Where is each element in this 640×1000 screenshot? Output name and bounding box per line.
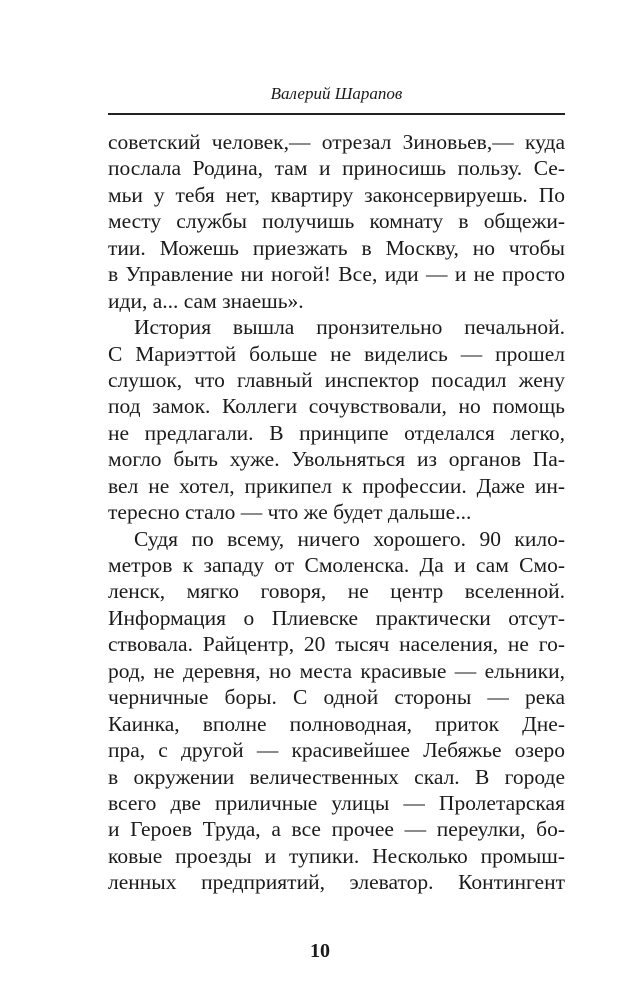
- text-line: род, не деревня, но места красивые — ельники,: [108, 658, 565, 683]
- text-line: Судя по всему, ничего хорошего. 90 кило-: [134, 526, 565, 551]
- text-line: С Мариэттой больше не виделись — прошел: [108, 341, 565, 366]
- running-header: Валерий Шарапов: [270, 84, 403, 103]
- text-line: послала Родина, там и приносишь пользу. Се-: [108, 156, 565, 181]
- paragraph: [108, 526, 565, 896]
- text-line: вел не хотел, прикипел к профессии. Даже ин-: [108, 473, 565, 498]
- header-rule: [108, 113, 565, 115]
- text-line: тии. Можешь приезжать в Москву, но чтобы: [108, 235, 565, 260]
- text-line: тересно стало — что же будет дальше...: [108, 500, 472, 525]
- text-line: и Героев Труда, а все прочее — переулки, бо-: [108, 817, 565, 842]
- text-line: ковые проезды и тупики. Несколько промыш-: [108, 843, 565, 868]
- text-line: иди, а... сам знаешь».: [108, 288, 304, 313]
- text-line: в окружении величественных скал. В городе: [108, 764, 565, 789]
- text-line: История вышла пронзительно печальной.: [134, 315, 565, 340]
- text-line: в Управление ни ногой! Все, иди — и не просто: [108, 262, 565, 287]
- body-text: [108, 129, 565, 896]
- text-line: мьи у тебя нет, квартиру законсервируешь. По: [108, 182, 565, 207]
- text-line: ствовала. Райцентр, 20 тысяч населения, не го-: [108, 632, 565, 657]
- text-line: не предлагали. В принципе отделался легко,: [108, 420, 565, 445]
- text-line: советский человек,— отрезал Зиновьев,— куда: [108, 130, 565, 154]
- paragraph: [108, 314, 565, 526]
- paragraph: [108, 129, 565, 314]
- text-line: Каинка, вполне полноводная, приток Дне-: [108, 711, 565, 736]
- page-number: 10: [310, 940, 330, 962]
- text-line: под замок. Коллеги сочувствовали, но помощь: [108, 394, 565, 419]
- text-line: могло быть хуже. Увольняться из органов Па-: [108, 447, 565, 472]
- text-line: Информация о Плиевске практически отсут-: [108, 605, 565, 630]
- text-line: слушок, что главный инспектор посадил жену: [108, 367, 565, 392]
- text-line: пра, с другой — красивейшее Лебяжье озеро: [108, 738, 565, 763]
- text-line: всего две приличные улицы — Пролетарская: [108, 790, 565, 815]
- text-line: месту службы получишь комнату в общежи-: [108, 209, 565, 234]
- text-line: ленск, мягко говоря, не центр вселенной.: [108, 579, 565, 604]
- text-line: ленных предприятий, элеватор. Контингент: [108, 870, 565, 895]
- text-line: метров к западу от Смоленска. Да и сам Смо-: [108, 553, 565, 577]
- text-line: черничные боры. С одной стороны — река: [108, 685, 565, 710]
